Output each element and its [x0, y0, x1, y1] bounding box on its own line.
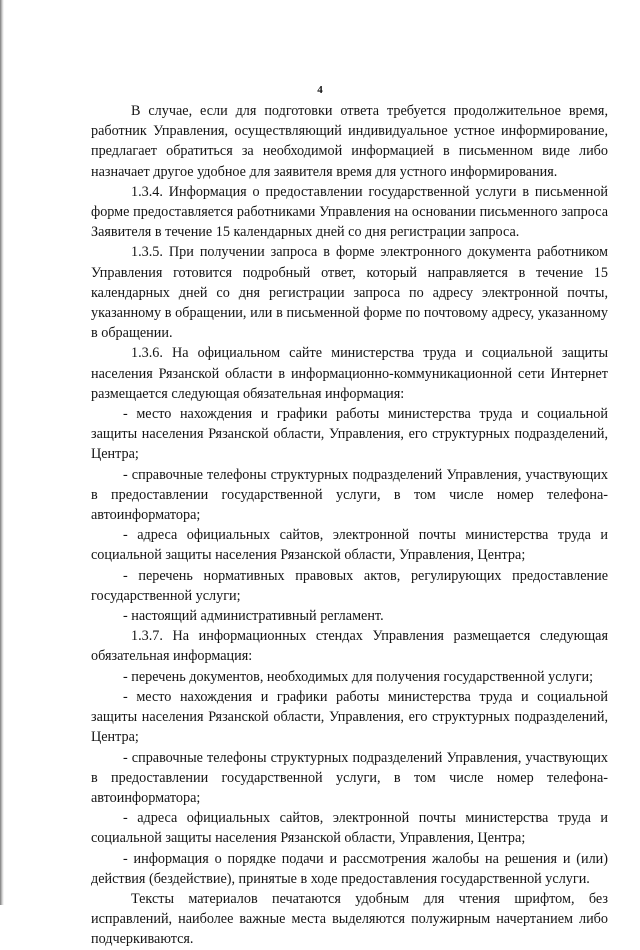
list-item-stand-complaints: - информация о порядке подачи и рассмотрения жалобы на решения и (или) действия (бездействие), принятые в ходе предоставления государственной услуги.: [91, 850, 608, 887]
paragraph-1-3-4: 1.3.4. Информация о предоставлении государственной услуги в письменной форме предоставляется работниками Управления на основании письменного запроса Заявителя в течение 15 календарных дней со дня регистрации запроса.: [91, 183, 608, 241]
list-item-website-regulation: - настоящий административный регламент.: [123, 608, 384, 625]
paragraph-oral-info-followup: В случае, если для подготовки ответа требуется продолжительное время, работник Управления, осуществляющий индивидуальное устное информирование, предлагает обратиться за необходимой информацией в письменном виде либо назначает другое удобное для заявителя время для устного информирования.: [91, 103, 608, 180]
list-item-stand-documents: - перечень документов, необходимых для получения государственной услуги;: [123, 668, 594, 685]
list-item-website-legal-acts: - перечень нормативных правовых актов, регулирующих предоставление государственной услуги;: [91, 567, 608, 604]
document-body: [91, 101, 608, 950]
list-item-website-addresses: - адреса официальных сайтов, электронной почты министерства труда и социальной защиты населения Рязанской области, Управления, Центра;: [91, 527, 608, 564]
paragraph-1-3-7: 1.3.7. На информационных стендах Управления размещается следующая обязательная информация:: [91, 628, 608, 665]
list-item-stand-location-schedule: - место нахождения и графики работы министерства труда и социальной защиты населения Рязанской области, Управления, его структурных подразделений, Центра;: [91, 688, 608, 746]
list-item-website-phones: - справочные телефоны структурных подразделений Управления, участвующих в предоставлении государственной услуги, в том числе номер телефона-автоинформатора;: [91, 466, 608, 524]
list-item-stand-phones: - справочные телефоны структурных подразделений Управления, участвующих в предоставлении государственной услуги, в том числе номер телефона-автоинформатора;: [91, 749, 608, 806]
scan-edge-shadow: [0, 0, 4, 905]
paragraph-1-3-5: 1.3.5. При получении запроса в форме электронного документа работником Управления готовится подробный ответ, который направляется в течение 15 календарных дней со дня регистрации запроса по адресу электронной почты, указанному в обращении, или в письменной форме по почтовому адресу, указанному в обращении.: [91, 244, 608, 342]
list-item-stand-addresses: - адреса официальных сайтов, электронной почты министерства труда и социальной защиты населения Рязанской области, Управления, Центра;: [91, 810, 608, 847]
page-number: 4: [317, 84, 323, 96]
list-item-website-location-schedule: - место нахождения и графики работы министерства труда и социальной защиты населения Рязанской области, Управления, его структурных подразделений, Центра;: [91, 406, 608, 463]
paragraph-1-3-6: 1.3.6. На официальном сайте министерства труда и социальной защиты населения Рязанской области в информационно-коммуникационной сети Интернет размещается следующая обязательная информация:: [91, 345, 608, 402]
paragraph-text-formatting: Тексты материалов печатаются удобным для чтения шрифтом, без исправлений, наиболее важные места выделяются полужирным начертанием либо подчеркиваются.: [91, 890, 608, 948]
